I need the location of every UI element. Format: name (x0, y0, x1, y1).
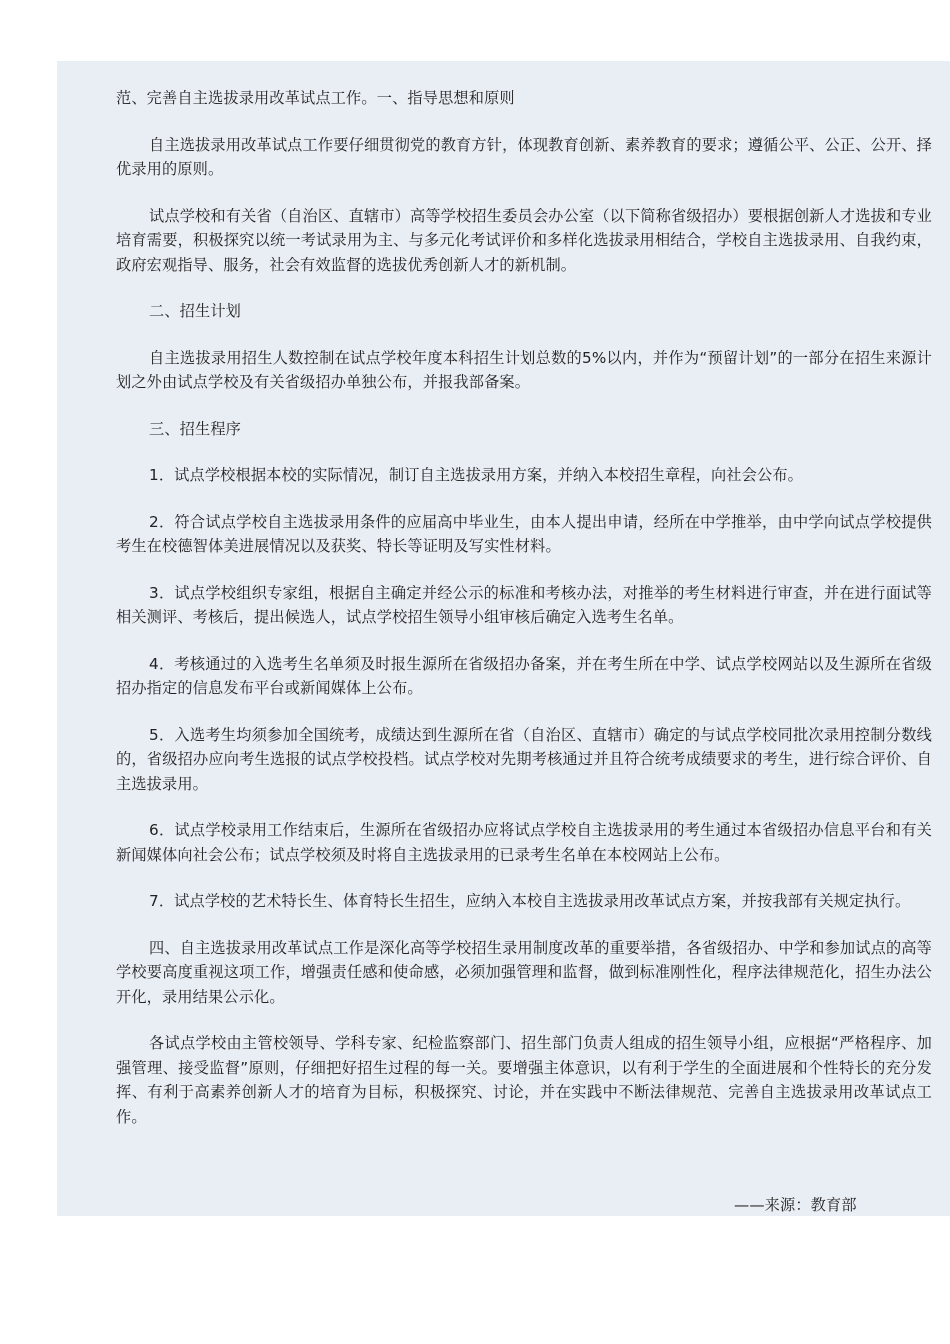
section-four-paragraph: 四、自主选拔录用改革试点工作是深化高等学校招生录用制度改革的重要举措，各省级招办、中学和参加试点的高等学校要高度重视这项工作，增强责任感和使命感，必须加强管理和监督，做到标准刚性化，程序法律规范化，招生办法公开化，录用结果公示化。 (116, 938, 932, 1006)
mechanism-paragraph: 试点学校和有关省（自治区、直辖市）高等学校招生委员会办公室（以下简称省级招办）要根据创新人才选拔和专业培育需要，积极探究以统一考试录用为主、与多元化考试评价和多样化选拔录用相结合，学校自主选拔录用、自我约束，政府宏观指导、服务，社会有效监督的选拔优秀创新人才的新机制。 (116, 206, 932, 274)
section-heading-plan: 二、招生计划 (149, 302, 242, 320)
procedure-item-1: 1．试点学校根据本校的实际情况，制订自主选拔录用方案，并纳入本校招生章程，向社会公布。 (149, 466, 803, 484)
procedure-item-6: 6．试点学校录用工作结束后，生源所在省级招办应将试点学校自主选拔录用的考生通过本省级招办信息平台和有关新闻媒体向社会公布；试点学校须及时将自主选拔录用的已录考生名单在本校网站上公布。 (116, 821, 932, 864)
procedure-item-4: 4．考核通过的入选考生名单须及时报生源所在省级招办备案，并在考生所在中学、试点学校网站以及生源所在省级招办指定的信息发布平台或新闻媒体上公布。 (116, 654, 932, 697)
procedure-item-3: 3．试点学校组织专家组，根据自主确定并经公示的标准和考核办法，对推举的考生材料进行审查，并在进行面试等相关测评、考核后，提出候选人，试点学校招生领导小组审核后确定入选考生名单。 (116, 583, 932, 626)
principles-paragraph: 自主选拔录用改革试点工作要仔细贯彻党的教育方针，体现教育创新、素养教育的要求；遵循公平、公正、公开、择优录用的原则。 (116, 135, 932, 178)
procedure-item-7: 7．试点学校的艺术特长生、体育特长生招生，应纳入本校自主选拔录用改革试点方案，并按我部有关规定执行。 (149, 892, 911, 910)
section-heading-procedure: 三、招生程序 (149, 419, 242, 438)
procedure-item-5: 5．入选考生均须参加全国统考，成绩达到生源所在省（自治区、直辖市）确定的与试点学校同批次录用控制分数线的，省级招办应向考生选报的试点学校投档。试点学校对先期考核通过并且符合统考成绩要求的考生，进行综合评价、自主选拔录用。 (116, 725, 932, 793)
document-body (116, 86, 932, 1151)
procedure-item-2: 2．符合试点学校自主选拔录用条件的应届高中毕业生，由本人提出申请，经所在中学推举，由中学向试点学校提供考生在校德智体美进展情况以及获奖、特长等证明及写实性材料。 (116, 512, 932, 555)
plan-paragraph: 自主选拔录用招生人数控制在试点学校年度本科招生计划总数的5%以内，并作为“预留计划”的一部分在招生来源计划之外由试点学校及有关省级招办单独公布，并报我部备案。 (116, 348, 932, 391)
continuation-paragraph: 范、完善自主选拔录用改革试点工作。一、指导思想和原则 (116, 89, 515, 107)
source-attribution: ——来源：教育部 (734, 1196, 857, 1214)
leadership-paragraph: 各试点学校由主管校领导、学科专家、纪检监察部门、招生部门负责人组成的招生领导小组，应根据“严格程序、加强管理、接受监督”原则，仔细把好招生过程的每一关。要增强主体意识，以有利于学生的全面进展和个性特长的充分发挥、有利于高素养创新人才的培育为目标，积极探究、讨论，并在实践中不断法律规范、完善自主选拔录用改革试点工作。 (116, 1034, 932, 1126)
